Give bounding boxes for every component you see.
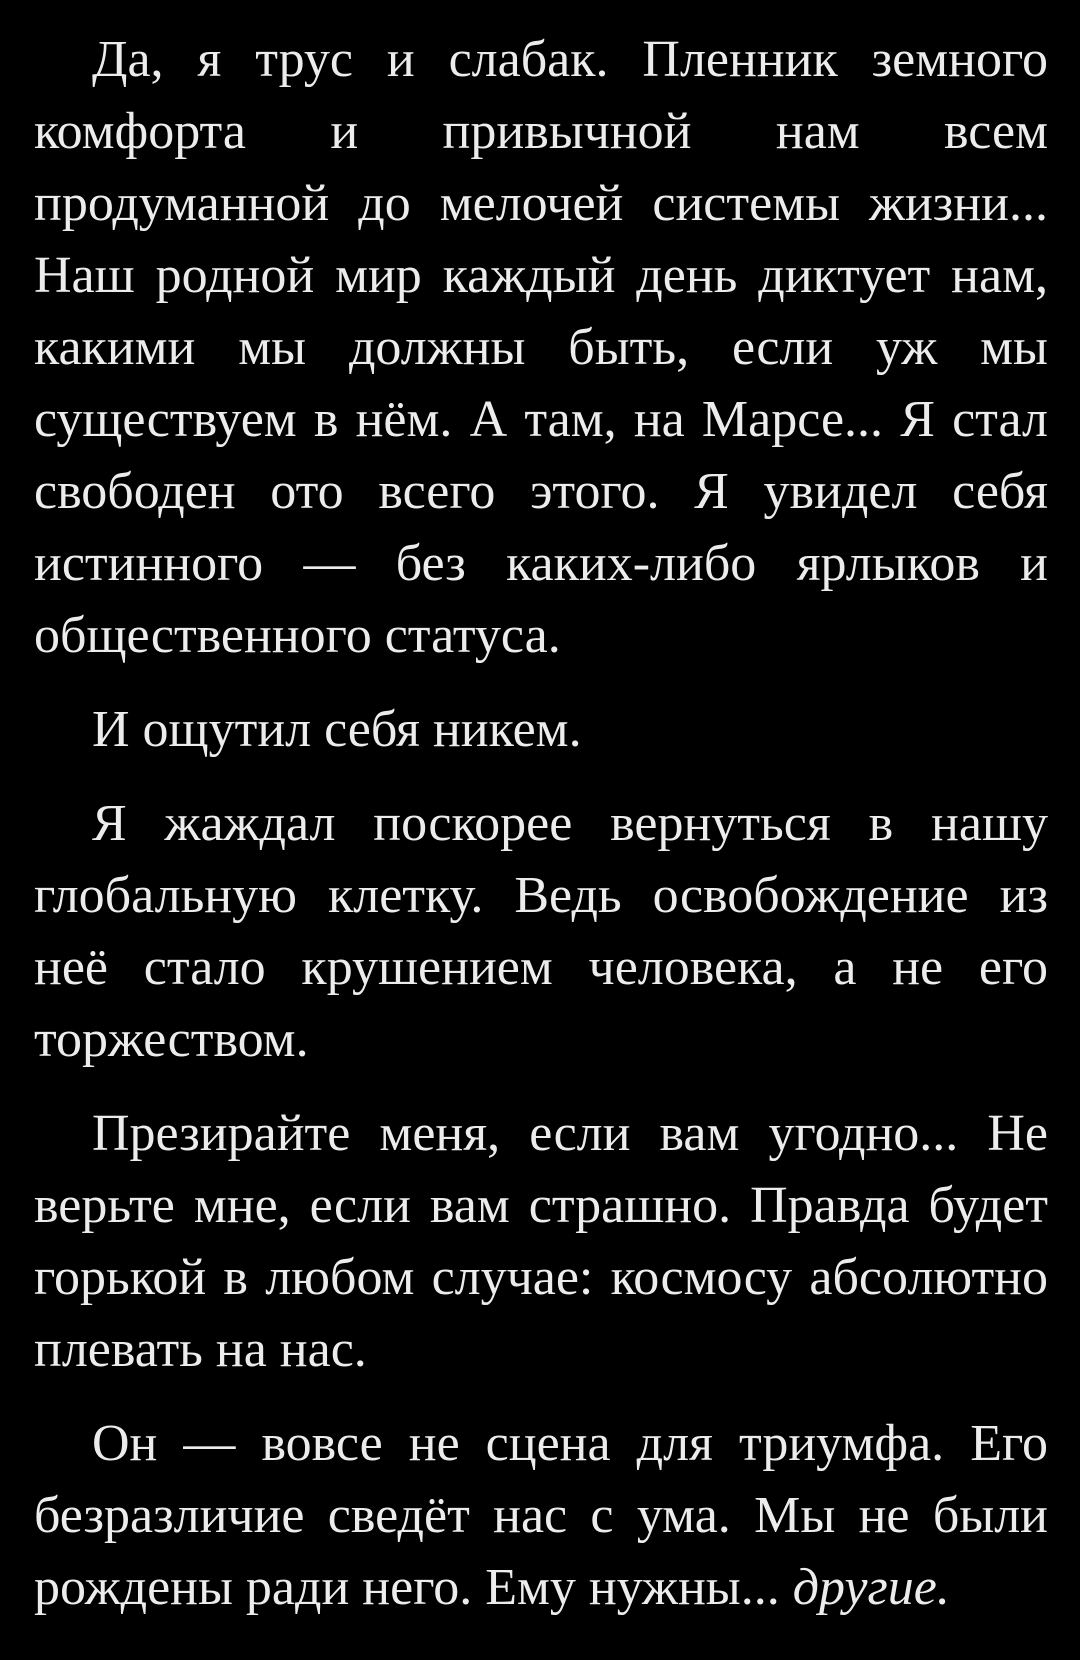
paragraph-3 [34,788,1048,1076]
paragraph-4 [34,1098,1048,1386]
paragraph-5-text: Он — вовсе не сцена для триумфа. Его безразличие сведёт нас с ума. Мы не были рождены ради него. Ему нужны... [34,1415,1048,1616]
paragraph-1 [34,24,1048,672]
paragraph-1-text: Да, я трус и слабак. Пленник земного комфорта и привычной нам всем продуманной до мелочей системы жизни... Наш родной мир каждый день диктует нам, какими мы должны быть, если уж мы существуем в нём. А там, на Марсе... Я стал свободен ото всего этого. Я увидел себя истинного — без каких-либо ярлыков и общественного статуса. [34,31,1048,664]
paragraph-4-text: Презирайте меня, если вам угодно... Не верьте мне, если вам страшно. Правда будет горькой в любом случае: космосу абсолютно плевать на нас. [34,1105,1048,1378]
paragraph-3-text: Я жаждал поскорее вернуться в нашу глобальную клетку. Ведь освобождение из неё стало крушением человека, а не его торжеством. [34,795,1048,1068]
paragraph-5 [34,1408,1048,1624]
paragraph-2-text: И ощутил себя никем. [92,701,582,758]
paragraph-2 [34,694,1048,766]
reader-page [34,24,1048,1624]
paragraph-5-emphasis: другие. [792,1559,950,1616]
